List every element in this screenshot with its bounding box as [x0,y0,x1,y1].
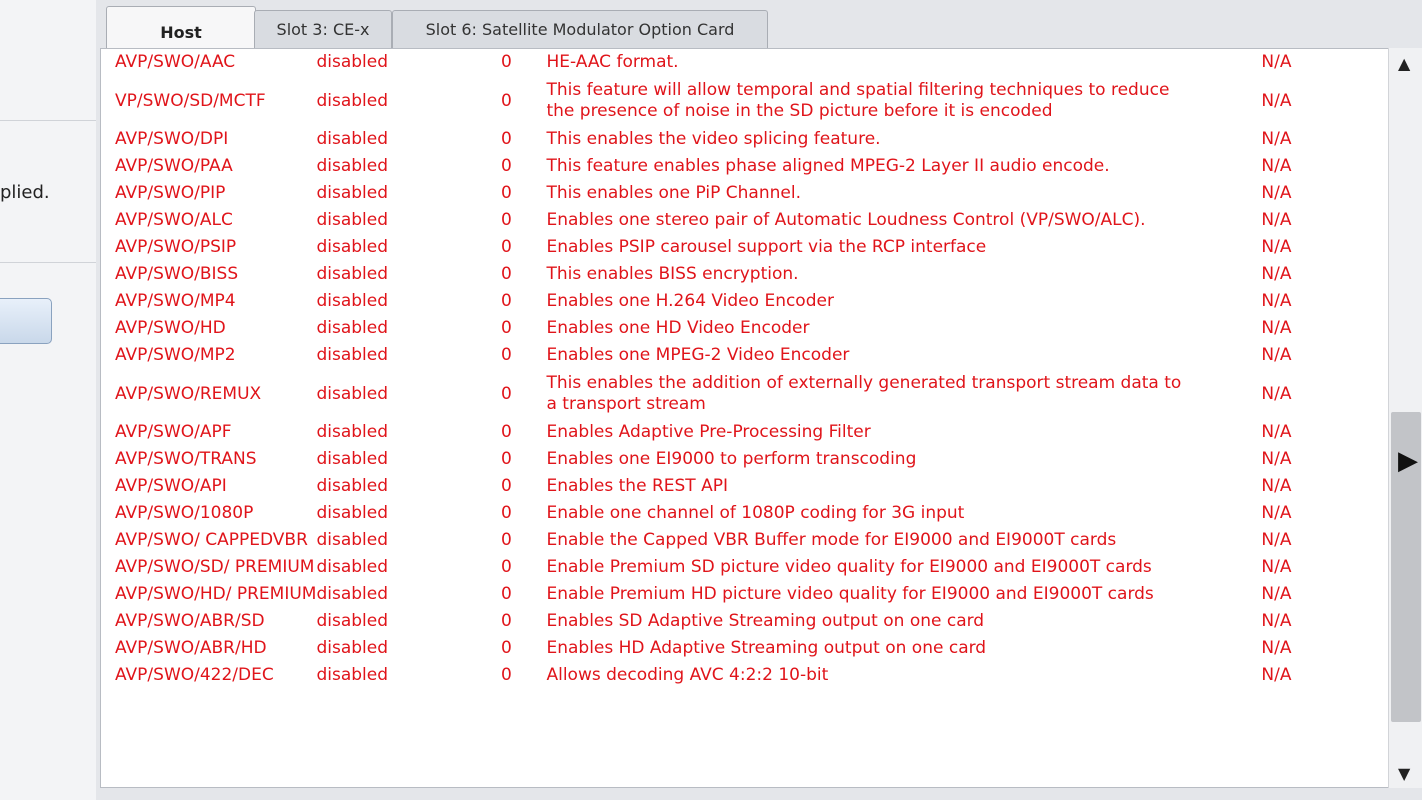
table-row [115,126,1316,153]
table-row [115,207,1316,234]
option-status: disabled [316,665,389,685]
description-line: HE-AAC format. [546,52,679,72]
option-quantity: 0 [501,503,512,523]
table-row [115,288,1316,315]
option-description [546,315,1236,342]
option-price: N/A [1261,476,1292,496]
option-status: disabled [316,210,389,230]
option-quantity: 0 [501,129,512,149]
option-status: disabled [316,291,389,311]
option-name: AVP/SWO/MP4 [115,291,236,311]
option-price: N/A [1261,557,1292,577]
option-name: AVP/SWO/PIP [115,183,226,203]
option-quantity: 0 [501,665,512,685]
option-name: AVP/SWO/ALC [115,210,233,230]
option-name: AVP/SWO/DPI [115,129,229,149]
option-price: N/A [1261,449,1292,469]
option-quantity: 0 [501,183,512,203]
table-row [115,554,1316,581]
option-quantity: 0 [501,611,512,631]
option-description [546,153,1236,180]
option-description [546,369,1236,419]
description-line: This enables the video splicing feature. [546,129,881,149]
applied-status-text: plied. [0,182,50,203]
description-line: Enable the Capped VBR Buffer mode for EI9000 and EI9000T cards [546,530,1117,550]
option-status: disabled [316,422,389,442]
description-line: Enable one channel of 1080P coding for 3G input [546,503,965,523]
option-quantity: 0 [501,237,512,257]
option-price: N/A [1261,318,1292,338]
description-line: Enables one stereo pair of Automatic Loudness Control (VP/SWO/ALC). [546,210,1146,230]
table-row [115,500,1316,527]
option-status: disabled [316,557,389,577]
option-name: AVP/SWO/1080P [115,503,254,523]
option-description [546,342,1236,369]
option-price: N/A [1261,156,1292,176]
option-status: disabled [316,183,389,203]
table-row [115,662,1316,689]
table-row [115,369,1316,419]
description-line: Enable Premium HD picture video quality for EI9000 and EI9000T cards [546,584,1154,604]
option-name: AVP/SWO/HD/ PREMIUM [115,584,317,604]
option-status: disabled [316,345,389,365]
option-status: disabled [316,503,389,523]
description-line: Enables one H.264 Video Encoder [546,291,834,311]
option-name: AVP/SWO/APF [115,422,232,442]
description-line: Enables one EI9000 to perform transcoding [546,449,917,469]
option-description [546,180,1236,207]
option-name: AVP/SWO/TRANS [115,449,257,469]
tab-host[interactable]: Host [106,6,256,50]
option-quantity: 0 [501,449,512,469]
option-price: N/A [1261,383,1292,404]
option-price: N/A [1261,611,1292,631]
option-name: AVP/SWO/BISS [115,264,239,284]
option-price: N/A [1261,665,1292,685]
option-quantity: 0 [501,638,512,658]
option-price: N/A [1261,90,1292,111]
option-price: N/A [1261,264,1292,284]
option-quantity: 0 [501,584,512,604]
tab-slot-3[interactable]: Slot 3: CE-x [254,10,392,48]
description-line: This enables the addition of externally generated transport stream data to [546,373,1182,393]
table-row [115,261,1316,288]
option-name: AVP/SWO/ABR/HD [115,638,267,658]
option-quantity: 0 [501,557,512,577]
option-price: N/A [1261,584,1292,604]
table-row [115,49,1316,76]
option-quantity: 0 [501,52,512,72]
table-row [115,635,1316,662]
option-price: N/A [1261,291,1292,311]
scroll-up-icon[interactable]: ▲ [1398,54,1411,73]
option-description [546,581,1236,608]
option-name: VP/SWO/SD/MCTF [115,90,266,111]
table-row [115,76,1316,126]
option-quantity: 0 [501,210,512,230]
description-line: This enables one PiP Channel. [546,183,801,203]
option-quantity: 0 [501,318,512,338]
option-status: disabled [316,638,389,658]
option-description [546,635,1236,662]
option-price: N/A [1261,503,1292,523]
description-line: Enables the REST API [546,476,728,496]
table-row [115,342,1316,369]
option-status: disabled [316,611,389,631]
table-row [115,315,1316,342]
option-description [546,234,1236,261]
option-name: AVP/SWO/422/DEC [115,665,274,685]
description-line: Enables one MPEG-2 Video Encoder [546,345,850,365]
option-price: N/A [1261,183,1292,203]
option-name: AVP/SWO/AAC [115,52,236,72]
description-line: Enables one HD Video Encoder [546,318,810,338]
table-row [115,473,1316,500]
option-name: AVP/SWO/PAA [115,156,233,176]
table-row [115,581,1316,608]
description-line: Enables PSIP carousel support via the RCP interface [546,237,987,257]
description-line: This enables BISS encryption. [546,264,799,284]
divider [0,120,96,121]
option-description [546,49,1236,76]
description-line: Enables HD Adaptive Streaming output on one card [546,638,987,658]
table-row [115,234,1316,261]
description-line: This feature will allow temporal and spatial filtering techniques to reduce [546,80,1170,100]
table-row [115,153,1316,180]
scroll-down-icon[interactable]: ▼ [1398,764,1411,783]
option-name: AVP/SWO/HD [115,318,226,338]
description-line: Enables Adaptive Pre-Processing Filter [546,422,871,442]
options-dialog [96,0,1422,800]
table-row [115,527,1316,554]
option-quantity: 0 [501,530,512,550]
option-description [546,261,1236,288]
mouse-pointer-icon: ▶ [1398,446,1418,476]
option-quantity: 0 [501,345,512,365]
option-quantity: 0 [501,90,512,111]
option-description [546,419,1236,446]
background-window-pane [0,0,96,800]
option-description [546,662,1236,689]
license-table [115,49,1316,689]
description-line: Allows decoding AVC 4:2:2 10-bit [546,665,829,685]
description-line: Enable Premium SD picture video quality for EI9000 and EI9000T cards [546,557,1152,577]
option-description [546,473,1236,500]
option-quantity: 0 [501,264,512,284]
option-price: N/A [1261,345,1292,365]
option-status: disabled [316,584,389,604]
option-name: AVP/SWO/ABR/SD [115,611,265,631]
option-price: N/A [1261,129,1292,149]
option-description [546,500,1236,527]
vertical-scrollbar[interactable] [1388,48,1422,788]
option-description [546,126,1236,153]
option-price: N/A [1261,530,1292,550]
option-description [546,446,1236,473]
option-description [546,608,1236,635]
option-quantity: 0 [501,383,512,404]
license-options-panel [100,48,1390,788]
background-button[interactable] [0,298,52,344]
option-description [546,288,1236,315]
option-name: AVP/SWO/PSIP [115,237,237,257]
option-status: disabled [316,129,389,149]
option-status: disabled [316,530,389,550]
option-price: N/A [1261,210,1292,230]
description-line: This feature enables phase aligned MPEG-2 Layer II audio encode. [546,156,1110,176]
option-price: N/A [1261,422,1292,442]
table-row [115,608,1316,635]
option-description [546,527,1236,554]
option-name: AVP/SWO/REMUX [115,383,262,404]
option-status: disabled [316,52,389,72]
option-price: N/A [1261,52,1292,72]
option-name: AVP/SWO/ CAPPEDVBR [115,530,308,550]
description-line: Enables SD Adaptive Streaming output on one card [546,611,985,631]
option-quantity: 0 [501,476,512,496]
description-line: the presence of noise in the SD picture before it is encoded [546,101,1053,121]
option-description [546,76,1236,126]
option-status: disabled [316,476,389,496]
option-price: N/A [1261,638,1292,658]
table-row [115,446,1316,473]
option-status: disabled [316,90,389,111]
option-status: disabled [316,383,389,404]
description-line: a transport stream [546,394,706,414]
option-description [546,554,1236,581]
tab-slot-6[interactable]: Slot 6: Satellite Modulator Option Card [392,10,768,48]
table-row [115,180,1316,207]
option-status: disabled [316,449,389,469]
option-price: N/A [1261,237,1292,257]
option-quantity: 0 [501,291,512,311]
option-quantity: 0 [501,156,512,176]
option-status: disabled [316,264,389,284]
option-name: AVP/SWO/MP2 [115,345,236,365]
option-quantity: 0 [501,422,512,442]
option-name: AVP/SWO/API [115,476,227,496]
option-status: disabled [316,237,389,257]
option-status: disabled [316,156,389,176]
option-description [546,207,1236,234]
divider [0,262,96,263]
option-name: AVP/SWO/SD/ PREMIUM [115,557,315,577]
option-status: disabled [316,318,389,338]
table-row [115,419,1316,446]
